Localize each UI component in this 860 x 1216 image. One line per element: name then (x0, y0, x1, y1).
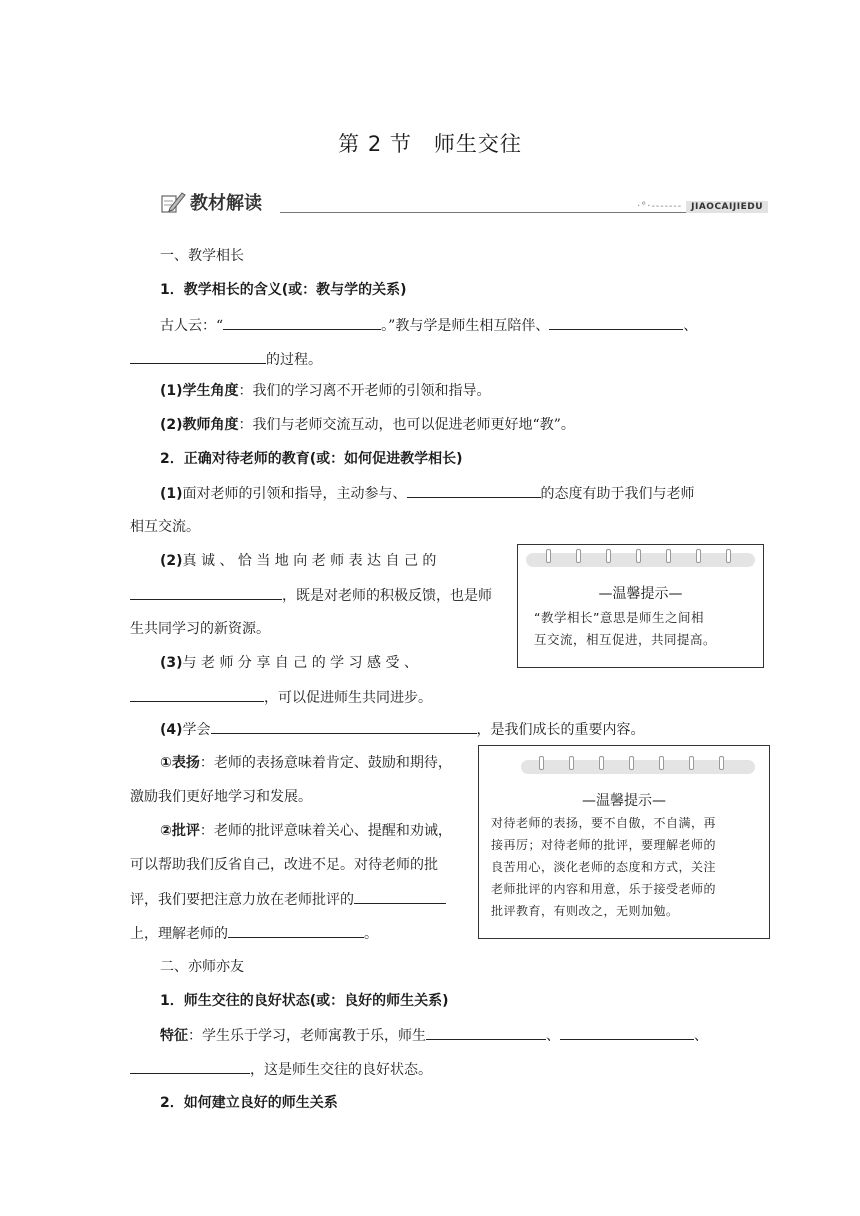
ring-icon (659, 756, 664, 770)
critic-cont: 可以帮助我们反省自己，改进不足。对待老师的批 (130, 857, 438, 873)
section-heading-2: 二、亦师亦友 (160, 959, 244, 975)
ring-icon (576, 549, 581, 563)
point-2-text-a: 真 诚 、 恰 当 地 向 老 师 表 达 自 己 的 (182, 553, 437, 569)
point-1-text-a: 面对老师的引领和指导，主动参与、 (182, 486, 407, 502)
ring-icon (599, 756, 604, 770)
point-4-text-a: 学会 (182, 722, 211, 738)
fill-blank[interactable] (130, 585, 282, 600)
banner-label: 教材解读 (190, 193, 262, 214)
tip-title: —温馨提示— (582, 793, 666, 809)
critic-text-d: 上，理解老师的 (130, 926, 228, 942)
ring-icon (606, 549, 611, 563)
quote-line-2 (130, 349, 322, 370)
point-1-cont: 相互交流。 (130, 519, 200, 535)
point-4 (160, 719, 645, 740)
critic-cont-2 (130, 889, 446, 910)
critic-cont-3 (130, 923, 378, 944)
feature-text-b: 、 (546, 1028, 560, 1044)
fill-blank[interactable] (560, 1025, 694, 1040)
section-heading-1: 一、教学相长 (160, 248, 244, 264)
ring-icon (696, 549, 701, 563)
banner-tag: JIAOCAIJIEDU (686, 201, 768, 213)
tip-line: 批评教育，有则改之，无则加勉。 (491, 904, 679, 918)
fill-blank[interactable] (407, 483, 541, 498)
fill-blank[interactable] (426, 1025, 546, 1040)
tip-text (479, 810, 769, 922)
quote-text-d: 的过程。 (266, 352, 322, 368)
fill-blank[interactable] (354, 889, 446, 904)
point-1-text-b: 的态度有助于我们与老师 (540, 486, 695, 502)
ring-icon (636, 549, 641, 563)
point-2-text-b: ，既是对老师的积极反馈，也是师 (282, 588, 492, 604)
item-title-1-2: 2．正确对待老师的教育(或：如何促进教学相长) (160, 451, 463, 467)
ring-icon (689, 756, 694, 770)
banner-tag-group (637, 199, 768, 214)
ring-icon (539, 756, 544, 770)
point-4-label: (4) (160, 722, 183, 738)
student-perspective (160, 381, 491, 401)
banner-dots: ·°·------- (637, 201, 683, 212)
section-banner (160, 190, 768, 218)
tip-box-1 (517, 544, 764, 668)
ring-icon (546, 549, 551, 563)
critic-text-a: ：老师的批评意味着关心、提醒和劝诫， (199, 823, 452, 839)
quote-text-c: 、 (683, 318, 698, 334)
tip-line: 接再厉；对待老师的批评，要理解老师的 (491, 838, 717, 852)
ring-icon (726, 549, 731, 563)
fill-blank[interactable] (130, 687, 264, 702)
teacher-text: ：我们与老师交流互动，也可以促进老师更好地“教”。 (238, 417, 575, 433)
feature-cont (130, 1059, 432, 1080)
ring-icon (629, 756, 634, 770)
tip-line: “教学相长”意思是师生之间相 (534, 610, 704, 625)
ring-icon (569, 756, 574, 770)
tip-title: —温馨提示— (598, 586, 683, 602)
point-2-label: (2) (160, 553, 183, 569)
feature-text-a: ：学生乐于学习，老师寓教于乐，师生 (188, 1028, 426, 1044)
point-1 (160, 483, 695, 504)
point-3-text-a: 与 老 师 分 享 自 己 的 学 习 感 受 、 (182, 655, 418, 671)
critic-text-e: 。 (364, 926, 378, 942)
point-2-cont-2: 生共同学习的新资源。 (130, 621, 270, 637)
fill-blank[interactable] (211, 719, 477, 734)
tip-text (518, 603, 763, 651)
fill-blank[interactable] (130, 349, 266, 364)
fill-blank[interactable] (549, 315, 683, 330)
banner-label-group (160, 190, 262, 214)
fill-blank[interactable] (223, 315, 381, 330)
page-title: 第 2 节 师生交往 (338, 132, 522, 156)
item-title-2-2: 2．如何建立良好的师生关系 (160, 1095, 338, 1111)
quote-text-a: 古人云：“ (160, 318, 224, 334)
praise-cont: 激励我们更好地学习和发展。 (130, 789, 312, 805)
tip-line: 良苦用心，淡化老师的态度和方式，关注 (491, 860, 717, 874)
feature-text-d: ，这是师生交往的良好状态。 (250, 1062, 432, 1078)
teacher-perspective (160, 415, 575, 435)
feature-label: 特征 (160, 1028, 188, 1044)
fill-blank[interactable] (228, 923, 364, 938)
tip-line: 对待老师的表扬，要不自傲，不自满，再 (491, 816, 717, 830)
item-title-1-1: 1．教学相长的含义(或：教与学的关系) (160, 282, 407, 298)
ring-icon (719, 756, 724, 770)
quote-text-b: 。”教与学是师生相互陪伴、 (381, 318, 550, 334)
praise-text-a: ：老师的表扬意味着肯定、鼓励和期待， (199, 755, 452, 771)
tip-line: 互交流，相互促进，共同提高。 (534, 632, 717, 647)
teacher-label: (2)教师角度 (160, 417, 239, 433)
point-4-text-b: ，是我们成长的重要内容。 (476, 722, 645, 738)
point-3-text-b: ，可以促进师生共同进步。 (264, 690, 432, 706)
critic-line (160, 821, 452, 841)
ring-icon (666, 549, 671, 563)
feature-line (160, 1025, 708, 1046)
tip-rings (521, 760, 755, 774)
critic-label: ②批评 (160, 823, 200, 839)
item-title-2-1: 1．师生交往的良好状态(或：良好的师生关系) (160, 993, 449, 1009)
tip-line: 老师批评的内容和用意，乐于接受老师的 (491, 882, 717, 896)
point-2-cont (130, 585, 492, 606)
pencil-icon (160, 190, 186, 214)
tip-rings (526, 553, 755, 567)
praise-label: ①表扬 (160, 755, 200, 771)
point-1-label: (1) (160, 486, 183, 502)
fill-blank[interactable] (130, 1059, 250, 1074)
point-3-label: (3) (160, 655, 183, 671)
quote-line (160, 315, 697, 336)
point-3-cont (130, 687, 432, 708)
tip-box-2 (478, 745, 770, 939)
feature-text-c: 、 (694, 1028, 708, 1044)
student-text: ：我们的学习离不开老师的引领和指导。 (238, 383, 491, 399)
student-label: (1)学生角度 (160, 383, 239, 399)
point-3 (160, 653, 418, 673)
point-2 (160, 551, 436, 571)
praise-line (160, 753, 452, 773)
critic-text-c: 评，我们要把注意力放在老师批评的 (130, 892, 354, 908)
